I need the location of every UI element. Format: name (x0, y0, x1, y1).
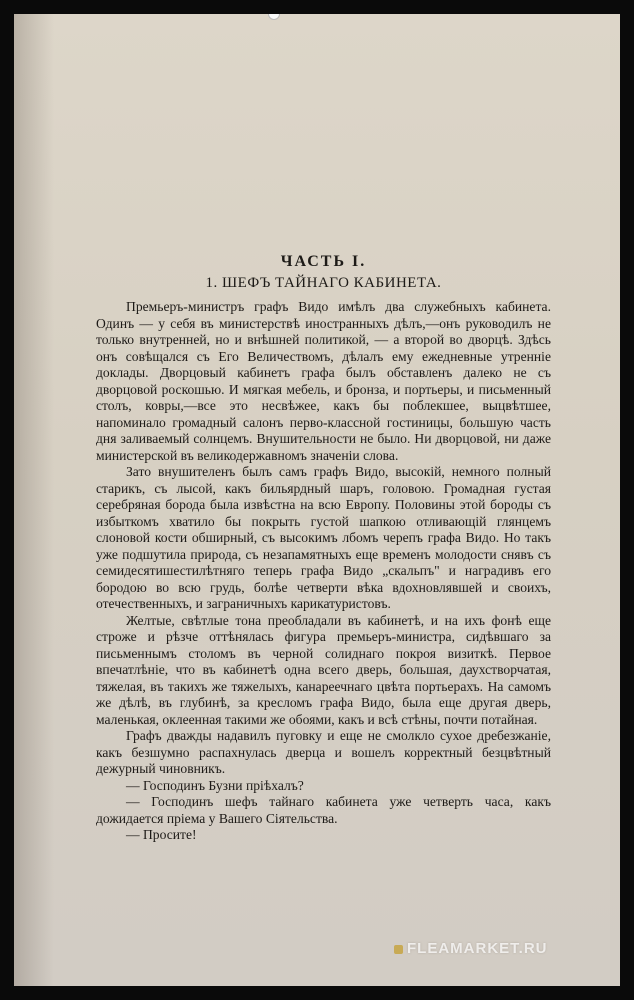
paragraph: Зато внушителенъ былъ самъ графъ Видо, высокій, немного полный старикъ, съ лысой, какъ бильярдный шаръ, головою. Громадная густая серебряная борода была извѣстна на всю Европу. Половины этой бороды съ избыткомъ хватило бы покрыть густой шапкою отливающій глянцемъ слоновой кости обширный, съ высокимъ лбомъ черепъ графа Видо. Но такъ уже подшутила природа, съ незапамятныхъ еще временъ молодости снявъ съ семидесятишестилѣтняго теперь графа Видо „скальпъ" и наградивъ его бородою во всю грудь, болѣе четверти вѣка вдохновлявшей и своихъ, отечественныхъ, и заграничныхъ карикатуристовъ. (96, 464, 551, 611)
watermark (394, 940, 548, 957)
page-text (96, 254, 551, 844)
watermark-text: FLEAMARKET.RU (407, 940, 548, 957)
chapter-title: 1. ШЕФЪ ТАЙНАГО КАБИНЕТА. (205, 274, 442, 291)
paragraph: Графъ дважды надавилъ пуговку и еще не смолкло сухое дребезжаніе, какъ безшумно распахнулась дверца и вошелъ корректный безцвѣтный дежурный чиновникъ. (96, 728, 551, 776)
dialog-line: — Господинъ Бузни пріѣхалъ? (126, 777, 304, 793)
paragraph: Желтые, свѣтлые тона преобладали въ кабинетѣ, и на ихъ фонѣ еще строже и рѣзче оттѣнялась фигура премьеръ-министра, сидѣвшаго за письменнымъ столомъ въ черной солиднаго покроя визиткѣ. Первое впечатлѣніе, что въ кабинетѣ одна всего дверь, большая, даухстворчатая, тяжелая, въ такихъ же тяжелыхъ, канареечнаго цвѣта портьерахъ. На самомъ же дѣлѣ, въ глубинѣ, за кресломъ графа Видо, была еще другая дверь, маленькая, оклеенная такими же обоями, какъ и всѣ стѣны, почти потайная. (96, 612, 551, 727)
part-title: ЧАСТЬ I. (280, 253, 367, 270)
paragraph: Премьеръ-министръ графъ Видо имѣлъ два служебныхъ кабинета. Одинъ — у себя въ министерствѣ иностранныхъ дѣлъ,—онъ руководилъ не только внутренней, но и внѣшней политикой, — а второй во дворцѣ. Здѣсь онъ совѣщался съ Его Величествомъ, дѣлалъ ему ежедневные утренніе доклады. Дворцовый кабинетъ графа былъ обставленъ далеко не съ дворцовой роскошью. И мягкая мебель, и бронза, и портьеры, и письменный столъ, ковры,—все это несвѣжее, какъ бы поблекшее, выцвѣтшее, напоминало громадный салонъ перво-классной гостиницы, большую часть дня заливаемый солнцемъ. Внушительности не было. Ни дворцовой, ни даже министерской въ великодержавномъ значеніи слова. (96, 299, 551, 463)
dialog-line: — Просите! (126, 827, 197, 842)
body-text (96, 299, 551, 844)
watermark-logo-icon (394, 945, 403, 954)
dialog-line: — Господинъ шефъ тайнаго кабинета уже четверть часа, какъ дожидается пріема у Вашего Сіятельства. (96, 794, 551, 826)
book-page (14, 14, 620, 986)
paper-pin-hole (268, 14, 280, 20)
